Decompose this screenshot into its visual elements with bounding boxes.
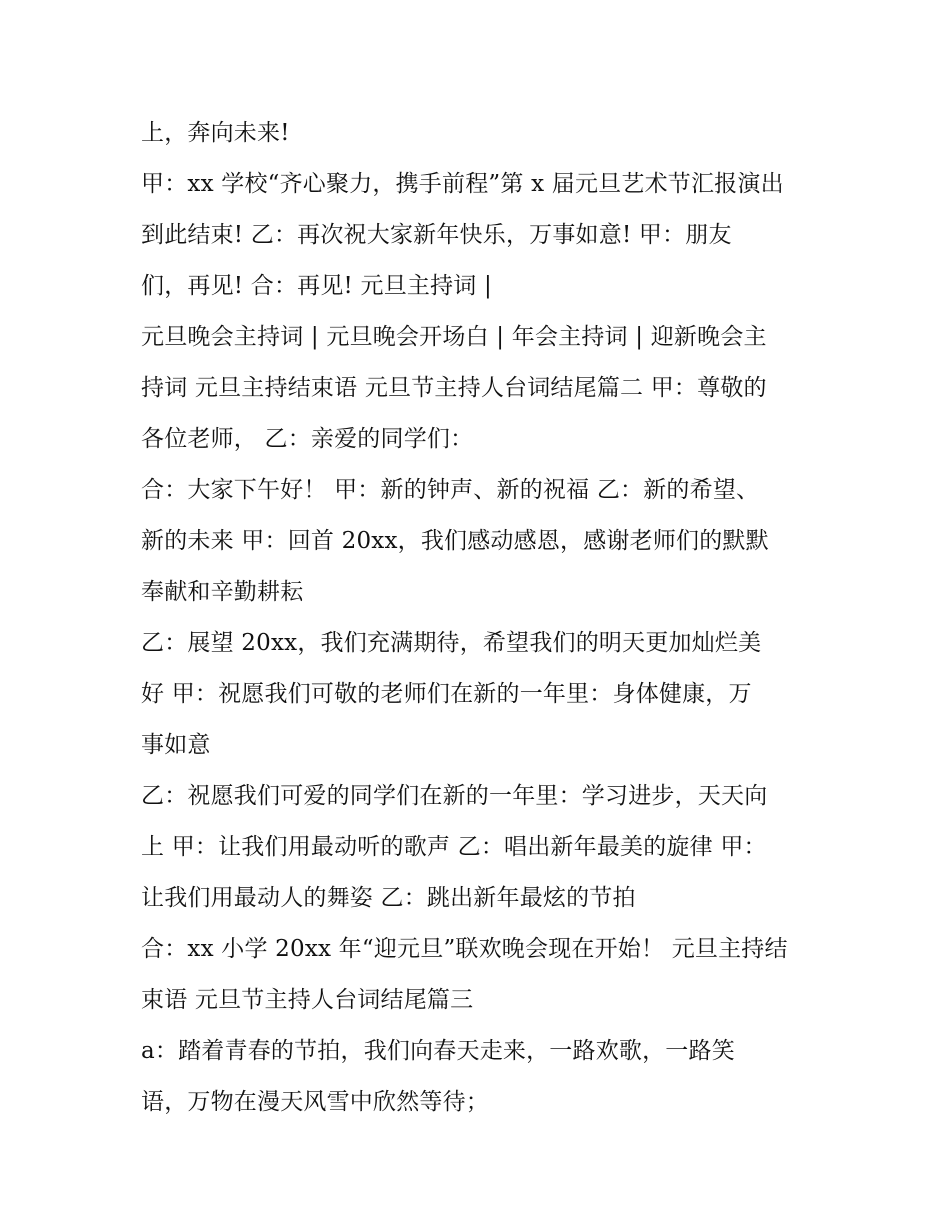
text-line-18: 束语 元旦节主持人台词结尾篇三	[141, 987, 474, 1013]
text-line-11: 乙：展望 20xx，我们充满期待，希望我们的明天更加灿烂美	[141, 630, 762, 656]
text-line-2: 甲：xx 学校“齐心聚力，携手前程”第 x 届元旦艺术节汇报演出	[141, 171, 784, 197]
text-line-6: 持词 元旦主持结束语 元旦节主持人台词结尾篇二 甲：尊敬的	[141, 375, 767, 401]
text-line-3: 到此结束! 乙：再次祝大家新年快乐，万事如意! 甲：朋友	[141, 222, 732, 248]
text-line-8: 合：大家下午好！ 甲：新的钟声、新的祝福 乙：新的希望、	[141, 477, 760, 503]
text-line-17: 合：xx 小学 20xx 年“迎元旦”联欢晚会现在开始！ 元旦主持结	[141, 936, 788, 962]
text-line-13: 事如意	[141, 732, 211, 758]
text-line-4: 们，再见! 合：再见! 元旦主持词 |	[141, 273, 492, 299]
text-line-14: 乙：祝愿我们可爱的同学们在新的一年里：学习进步，天天向	[141, 783, 768, 809]
document-body	[141, 108, 831, 1128]
text-line-10: 奉献和辛勤耕耘	[141, 579, 304, 605]
text-line-20: 语，万物在漫天风雪中欣然等待；	[141, 1089, 489, 1115]
text-line-5: 元旦晚会主持词 | 元旦晚会开场白 | 年会主持词 | 迎新晚会主	[141, 324, 767, 350]
text-line-12: 好 甲：祝愿我们可敬的老师们在新的一年里：身体健康，万	[141, 681, 752, 707]
text-line-9: 新的未来 甲：回首 20xx，我们感动感恩，感谢老师们的默默	[141, 528, 769, 554]
text-line-16: 让我们用最动人的舞姿 乙：跳出新年最炫的节拍	[141, 885, 636, 911]
text-line-1: 上，奔向未来!	[141, 120, 290, 146]
text-line-7: 各位老师， 乙：亲爱的同学们：	[141, 426, 474, 452]
text-line-15: 上 甲：让我们用最动听的歌声 乙：唱出新年最美的旋律 甲：	[141, 834, 767, 860]
text-line-19: a：踏着青春的节拍，我们向春天走来，一路欢歌，一路笑	[141, 1038, 735, 1064]
